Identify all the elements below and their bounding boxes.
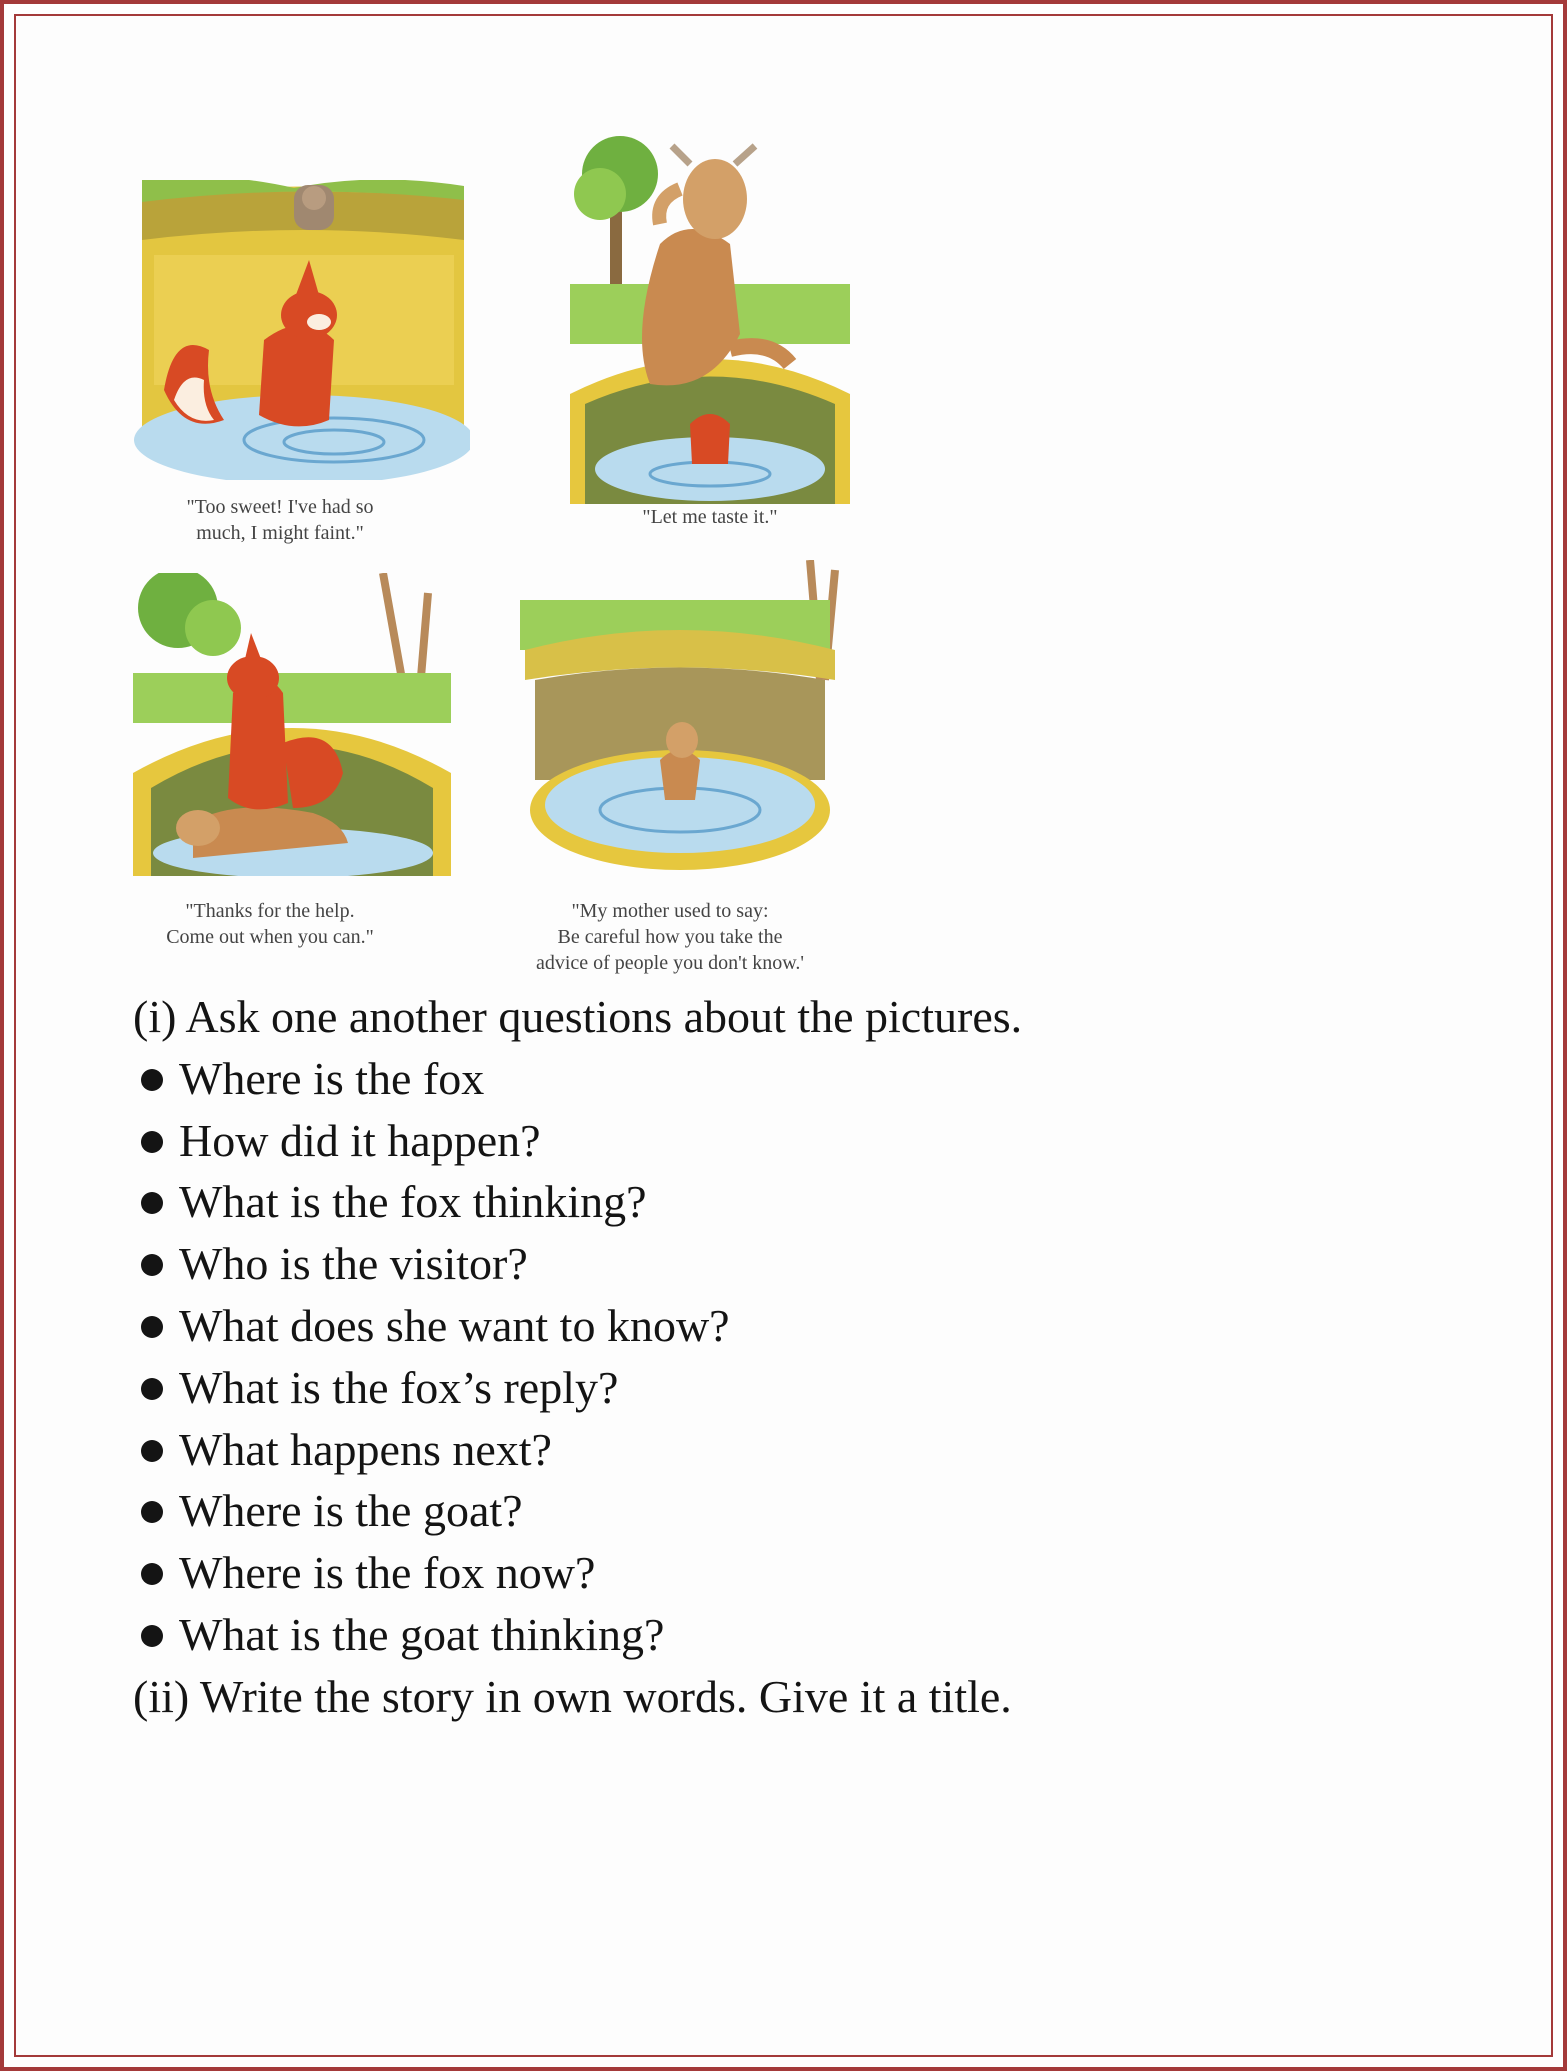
question-item: What happens next?: [133, 1419, 1022, 1481]
question-item: Who is the visitor?: [133, 1233, 1022, 1295]
panel-fox-climbs-out: [133, 573, 451, 876]
panel-goat-at-well: [560, 134, 856, 504]
bullet-icon: [141, 1625, 163, 1647]
panel-fox-in-well: [134, 180, 470, 480]
bullet-icon: [141, 1192, 163, 1214]
instruction-part-1: (i) Ask one another questions about the pictures.: [133, 991, 1023, 1042]
question-item: What is the fox thinking?: [133, 1171, 1022, 1233]
question-item: Where is the fox: [133, 1048, 1022, 1110]
question-item: Where is the goat?: [133, 1480, 1022, 1542]
caption-panel-1: "Too sweet! I've had so much, I might faint.": [186, 496, 374, 544]
caption-panel-3: "Thanks for the help. Come out when you can.": [166, 900, 374, 948]
bullet-icon: [141, 1254, 163, 1276]
bullet-icon: [141, 1440, 163, 1462]
instruction-part-2: (ii) Write the story in own words. Give it a title.: [133, 1670, 1012, 1722]
goat-in-well-illustration: [520, 560, 850, 890]
caption-panel-2: "Let me taste it.": [642, 506, 778, 528]
question-item: Where is the fox now?: [133, 1542, 1022, 1604]
fox-in-well-illustration: [134, 180, 470, 480]
bullet-icon: [141, 1069, 163, 1091]
bullet-icon: [141, 1501, 163, 1523]
exercise-instructions: [133, 986, 1022, 1728]
caption-panel-4: "My mother used to say: Be careful how you take the advice of people you don't know.': [535, 900, 805, 974]
question-item: What is the goat thinking?: [133, 1604, 1022, 1666]
bullet-icon: [141, 1563, 163, 1585]
panel-goat-in-well: [520, 560, 850, 890]
fox-climbs-out-illustration: [133, 573, 451, 876]
goat-at-well-illustration: [560, 134, 856, 504]
bullet-icon: [141, 1316, 163, 1338]
question-item: What does she want to know?: [133, 1295, 1022, 1357]
question-item: What is the fox’s reply?: [133, 1357, 1022, 1419]
bullet-icon: [141, 1131, 163, 1153]
question-item: How did it happen?: [133, 1110, 1022, 1172]
bullet-icon: [141, 1378, 163, 1400]
